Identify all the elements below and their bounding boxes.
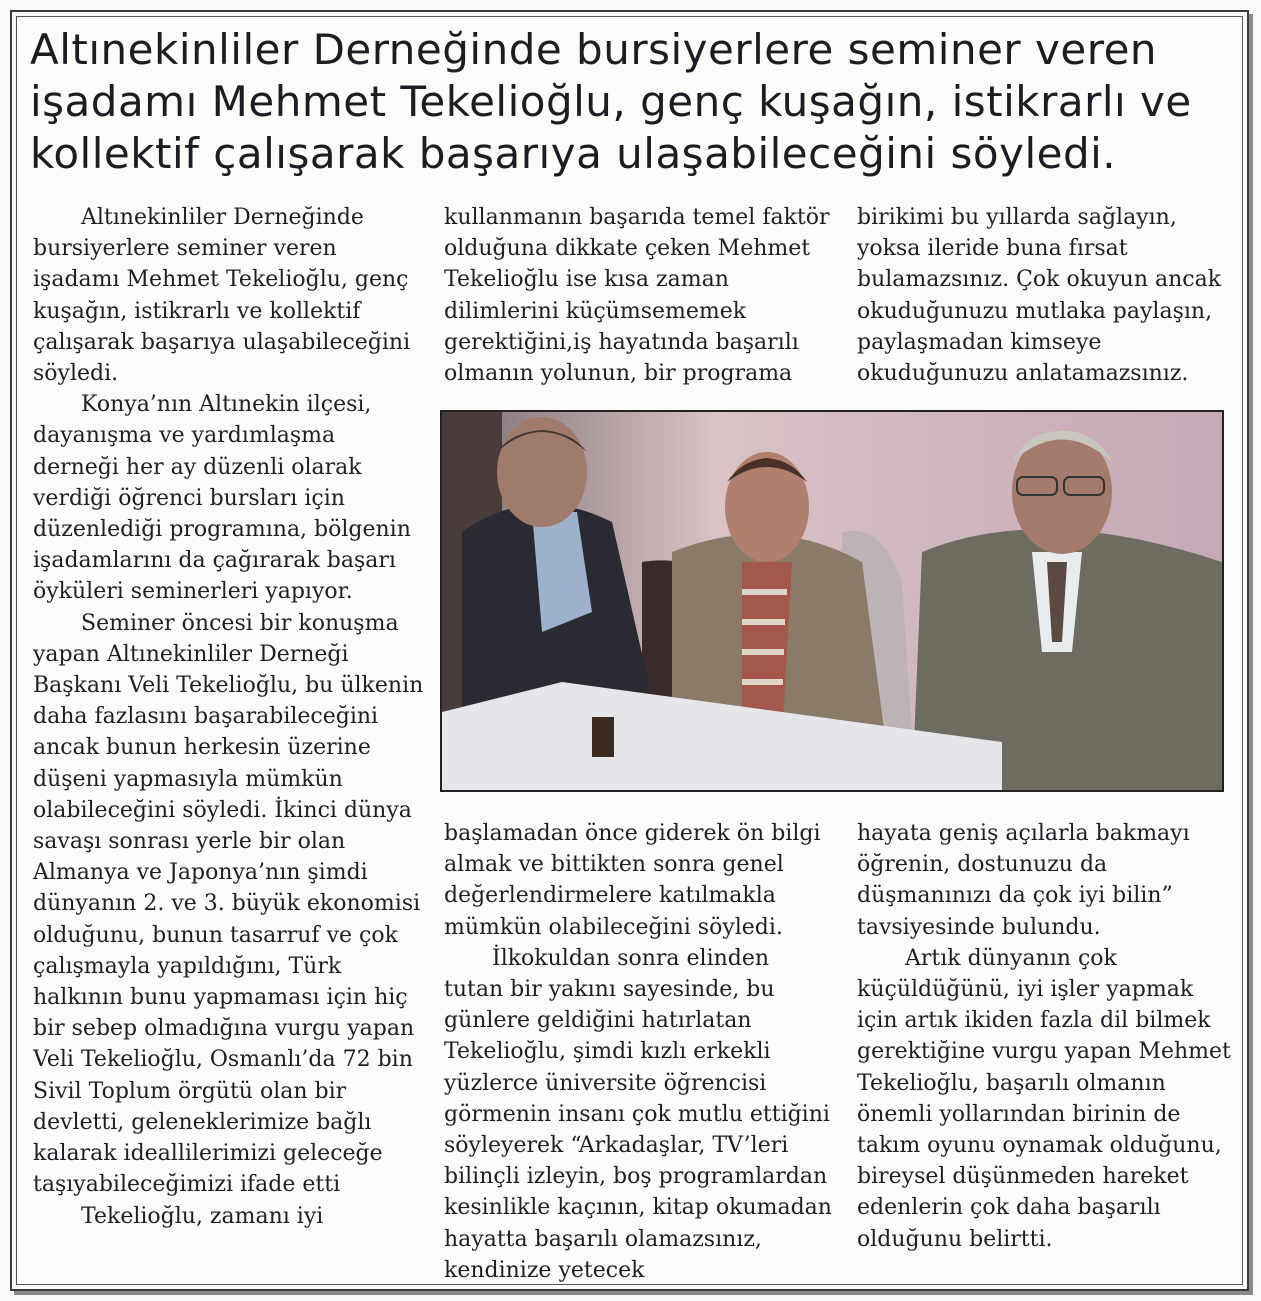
paragraph: hayata geniş açılarla bakmayı öğrenin, dostunuzu da düşmanınızı da çok iyi bilin” tavsiyesinde bulundu. [857, 821, 1190, 940]
column-2-bottom [444, 818, 834, 1286]
column-3-top [857, 202, 1237, 389]
column-3-bottom [857, 818, 1237, 1255]
paragraph: kullanmanın başarıda temel faktör olduğuna dikkate çeken Mehmet Tekelioğlu ise kısa zaman dilimlerini küçümsememek gerektiğini,iş hayatında başarılı olmanın yolunun, bir programa [444, 205, 830, 387]
photo-three-men-icon [442, 412, 1222, 790]
paragraph: Altınekinliler Derneğinde bursiyerlere seminer veren işadamı Mehmet Tekelioğlu, genç kuşağın, istikrarlı ve kollektif çalışarak başarıya ulaşabileceğini söyledi. [33, 205, 411, 387]
paragraph: başlamadan önce giderek ön bilgi almak ve bittikten sonra genel değerlendirmelere katılmakla mümkün olabileceğini söyledi. [444, 821, 821, 940]
headline: Altınekinliler Derneğinde bursiyerlere seminer veren işadamı Mehmet Tekelioğlu, genç kuşağın, istikrarlı ve kollektif çalışarak başarıya ulaşabileceğini söyledi. [30, 25, 1192, 178]
paragraph: Konya’nın Altınekin ilçesi, dayanışma ve yardımlaşma derneği her ay düzenli olarak verdiği öğrenci bursları için düzenlediği programına, bölgenin işadamlarını da çağırarak başarı öyküleri seminerleri yapıyor. [33, 392, 411, 605]
paragraph: Tekelioğlu, zamanı iyi [81, 1203, 324, 1229]
paragraph: İlkokuldan sonra elinden tutan bir yakını sayesinde, bu günlere geldiğini hatırlatan Tekelioğlu, şimdi kızlı erkekli yüzlerce üniversite öğrencisi görmenin insanı çok mutlu ettiğini söyleyerek “Arkadaşlar, TV’leri bilinçli izleyin, boş programlardan kesinlikle kaçının, kitap okumadan hayatta başarılı olamazsınız, kendinize yetecek [444, 945, 832, 1283]
paragraph: birikimi bu yıllarda sağlayın, yoksa ileride buna fırsat bulamazsınız. Çok okuyun ancak okuduğunuzu mutlaka paylaşın, paylaşmadan kimseye okuduğunuzu anlatamazsınız. [857, 205, 1222, 387]
column-2-top [444, 202, 834, 389]
article-photo [440, 410, 1224, 792]
column-1 [33, 202, 428, 1232]
paragraph: Artık dünyanın çok küçüldüğünü, iyi işler yapmak için artık ikiden fazla dil bilmek gerektiğine vurgu yapan Mehmet Tekelioğlu, başarılı olmanın önemli yollarından birinin de takım oyunu oynamak olduğunu, bireysel düşünmeden hareket edenlerin çok daha başarılı olduğunu belirtti. [857, 945, 1231, 1252]
paragraph: Seminer öncesi bir konuşma yapan Altınekinliler Derneği Başkanı Veli Tekelioğlu, bu ülkenin daha fazlasını başarabileceğini ancak bunun herkesin üzerine düşeni yapmasıyla mümkün olabileceğini söyledi. İkinci dünya savaşı sonrası yerle bir olan Almanya ve Japonya’nın şimdi dünyanın 2. ve 3. büyük ekonomisi olduğunu, bunun tasarruf ve çok çalışmayla yapıldığını, Türk halkının bunu yapmaması için hiç bir sebep olmadığına vurgu yapan Veli Tekelioğlu, Osmanlı’da 72 bin Sivil Toplum örgütü olan bir devletti, geleneklerimize bağlı kalarak ideallilerimizi geleceğe taşıyabileceğimizi ifade etti [33, 610, 424, 1198]
